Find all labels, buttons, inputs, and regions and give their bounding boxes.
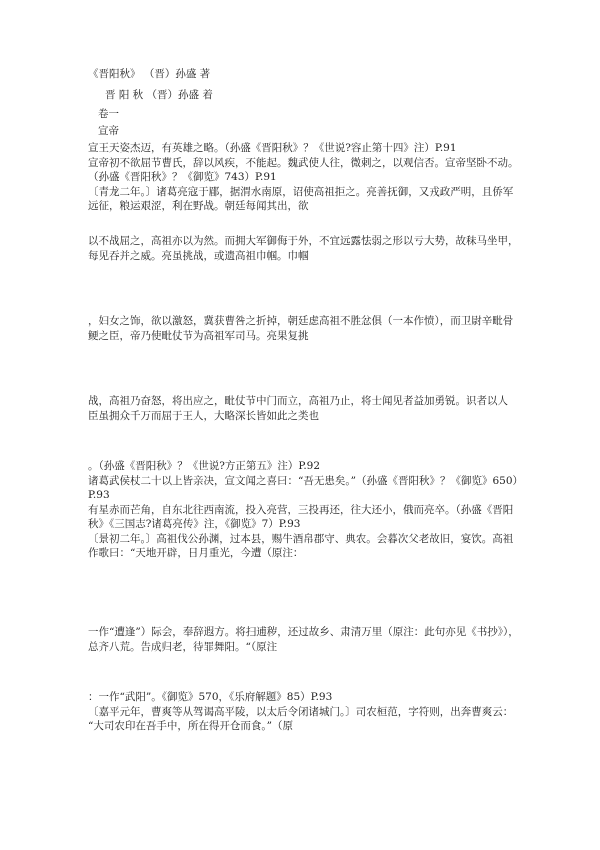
text-line: 〔青龙二年。〕诸葛亮寇于郿，据渭水南原，诏使高祖拒之。亮善抚御，又戎政严明，且侨军 [88,185,514,198]
text-line: 宣帝初不欲屈节曹氏，辞以风疾，不能起。魏武使人往，微刺之，以观信否。宣帝坚卧不动。 [88,156,519,169]
book-title-secondary: 晋 阳 秋 （晋）孙盛 着 [105,89,213,101]
book-title-line-secondary [105,88,537,103]
text-line: 宣王天姿杰迈，有英雄之略。（孙盛《晋阳秋》？《世说?容止第十四》注）P.91 [88,142,457,154]
text-line: （孙盛《晋阳秋》？《御览》743）P.91 [88,171,277,183]
paragraph-block-6 [88,625,520,654]
text-line: 战，高祖乃奋怒，将出应之，毗仗节中门而立，高祖乃止，将士闻见者益加勇锐。识者以人 [88,395,508,407]
text-line: 有星赤而芒角，自东北往西南流，投入亮营，三投再还，往大还小，俄而亮卒。（孙盛《晋阳 [88,503,514,516]
text-line: 。（孙盛《晋阳秋》？《世说?方正第五》注）P.92 [88,460,321,472]
volume-heading [98,107,530,122]
text-line: 作歌曰：“天地开辟，日月重光，今遭（原注： [88,547,304,559]
paragraph-block-7 [88,690,520,734]
text-line: ：一作“武阳”。《御览》570，《乐府解题》85）P.93 [88,691,333,703]
paragraph-block-5 [88,459,524,561]
text-line: 臣虽拥众千万而屈于王人，大略深长皆如此之类也 [88,409,319,422]
paragraph-block-4 [88,394,520,423]
chapter-label: 宣帝 [98,125,119,137]
text-line: “大司农印在吾手中，所在得开仓而食。”（原 [88,720,293,732]
text-line: P.93 [88,489,110,501]
text-line: 以不战屈之，高祖亦以为然。而拥大军御侮于外，不宜远露怯弱之形以亏大势，故秣马坐甲， [88,235,519,247]
text-line: 一作“遭逢”）际会，奉辞遐方。将扫逋秽，还过故乡、肃清万里（原注：此句亦见《书抄》）， [88,626,519,638]
text-line: 鲠之臣，帝乃使毗仗节为高祖军司马。亮果复挑 [88,329,309,342]
text-line: 每见吞并之威。亮虽挑战，或遗高祖巾帼。巾帼 [88,249,309,262]
text-line: 秋》《三国志?诸葛亮传》注，《御览》7）P.93 [88,518,301,530]
text-line: 〔景初二年。〕高祖伐公孙渊，过本县，赐牛酒帛郡守、典农。会暮次父老故旧，宴饮。高祖 [88,532,514,545]
book-title: 《晋阳秋》 （晋）孙盛 著 [88,68,211,80]
paragraph-block-2 [88,234,520,263]
text-line: 总齐八荒。告成归老，待罪舞阳。“（原注 [88,640,278,653]
text-line: ，妇女之饰，欲以激怒，冀获曹咎之折掉，朝廷虑高祖不胜忿俱（一本作愤），而卫尉辛毗骨 [88,315,514,327]
text-line: 远征，粮运艰涩，利在野战。朝廷每闻其出，欲 [88,200,309,212]
paragraph-block-1 [88,141,520,214]
book-title-line [88,67,520,82]
chapter-heading [98,124,530,139]
volume-label: 卷一 [98,108,119,120]
text-line: 〔嘉平元年，曹爽等从驾谒高平陵，以太后令闭诸城门。〕司农桓范，字符则，出奔曹爽云： [88,705,514,718]
text-line: 诸葛武侯杖二十以上皆亲决，宣文闻之喜曰：“吾无患矣。”（孙盛《晋阳秋》？《御览》650） [88,474,524,487]
paragraph-block-3 [88,314,520,343]
